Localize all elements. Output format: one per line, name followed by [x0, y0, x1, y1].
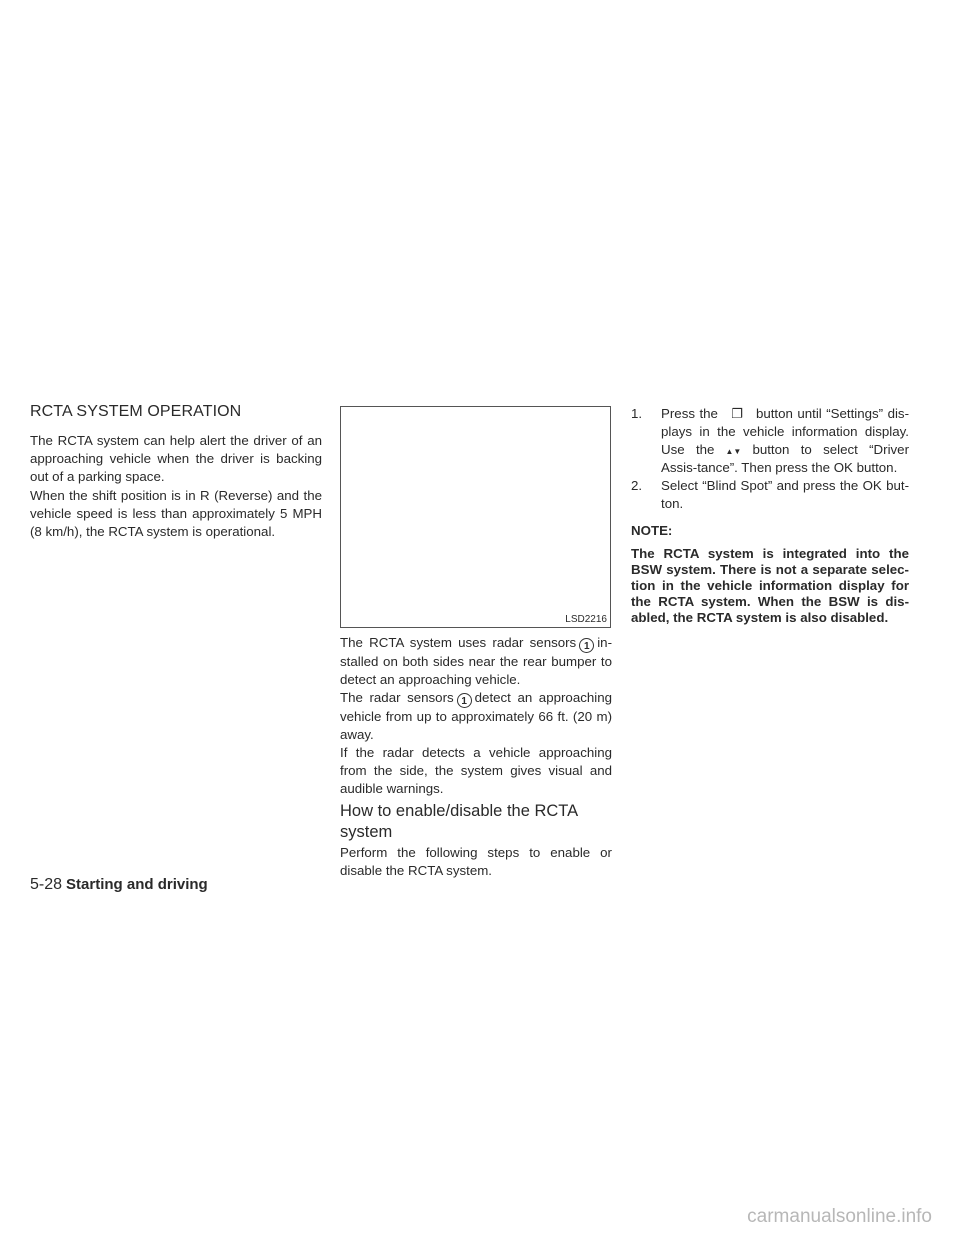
callout-1-icon: 1: [457, 693, 472, 708]
page-footer: [30, 876, 208, 894]
paragraph-intro: The RCTA system can help alert the driver of an approaching vehicle when the driver is backing out of a parking space.: [30, 433, 322, 484]
paragraph-detection-range: [340, 689, 612, 744]
paragraph-operation-conditions: When the shift position is in R (Reverse) and the vehicle speed is less than approximately 5 MPH (8 km/h), the RCTA system is operational.: [30, 488, 322, 539]
text-part: Press the: [661, 406, 718, 421]
paragraph-radar-sensors: [340, 634, 612, 689]
note-label: NOTE:: [631, 523, 673, 538]
paragraph-steps-intro: Perform the following steps to enable or disable the RCTA system.: [340, 845, 612, 878]
figure-code: LSD2216: [565, 614, 607, 625]
note-text: The RCTA system is integrated into the BSW system. There is not a separate selec-tion in the vehicle information display for the RCTA system. When the BSW is dis-abled, the RCTA system is also disabled.: [631, 546, 909, 625]
text-part: button to select “Driver Assis-tance”. Then press the OK button.: [661, 442, 910, 475]
text-part: The radar sensors: [340, 690, 454, 705]
text-part: The RCTA system uses radar sensors: [340, 635, 577, 650]
text-part: button until “Settings” dis-plays in the vehicle information display. Use the: [661, 406, 909, 457]
up-down-button-icon: ▲▼: [725, 447, 742, 456]
text-part: detect an approaching vehicle from up to approximately 66 ft. (20 m) away.: [340, 690, 612, 742]
subsection-heading: How to enable/disable the RCTA system: [340, 802, 578, 841]
step-1: [631, 405, 909, 477]
figure-placeholder: [340, 406, 611, 628]
callout-1-icon: 1: [579, 638, 594, 653]
paragraph-warnings: If the radar detects a vehicle approaching from the side, the system gives visual and audible warnings.: [340, 745, 612, 796]
settings-button-icon: ❐: [731, 406, 743, 421]
text-part: in-stalled on both sides near the rear bumper to detect an approaching vehicle.: [340, 635, 612, 687]
watermark: carmanualsonline.info: [747, 1206, 932, 1227]
step-2: [631, 477, 909, 513]
text-part: Select “Blind Spot” and press the OK but-ton.: [661, 478, 909, 511]
page-number: 5-28: [30, 876, 63, 893]
section-title: Starting and driving: [66, 876, 208, 893]
step-number: 2.: [631, 478, 643, 493]
step-number: 1.: [631, 406, 643, 421]
section-heading: RCTA SYSTEM OPERATION: [30, 403, 242, 420]
